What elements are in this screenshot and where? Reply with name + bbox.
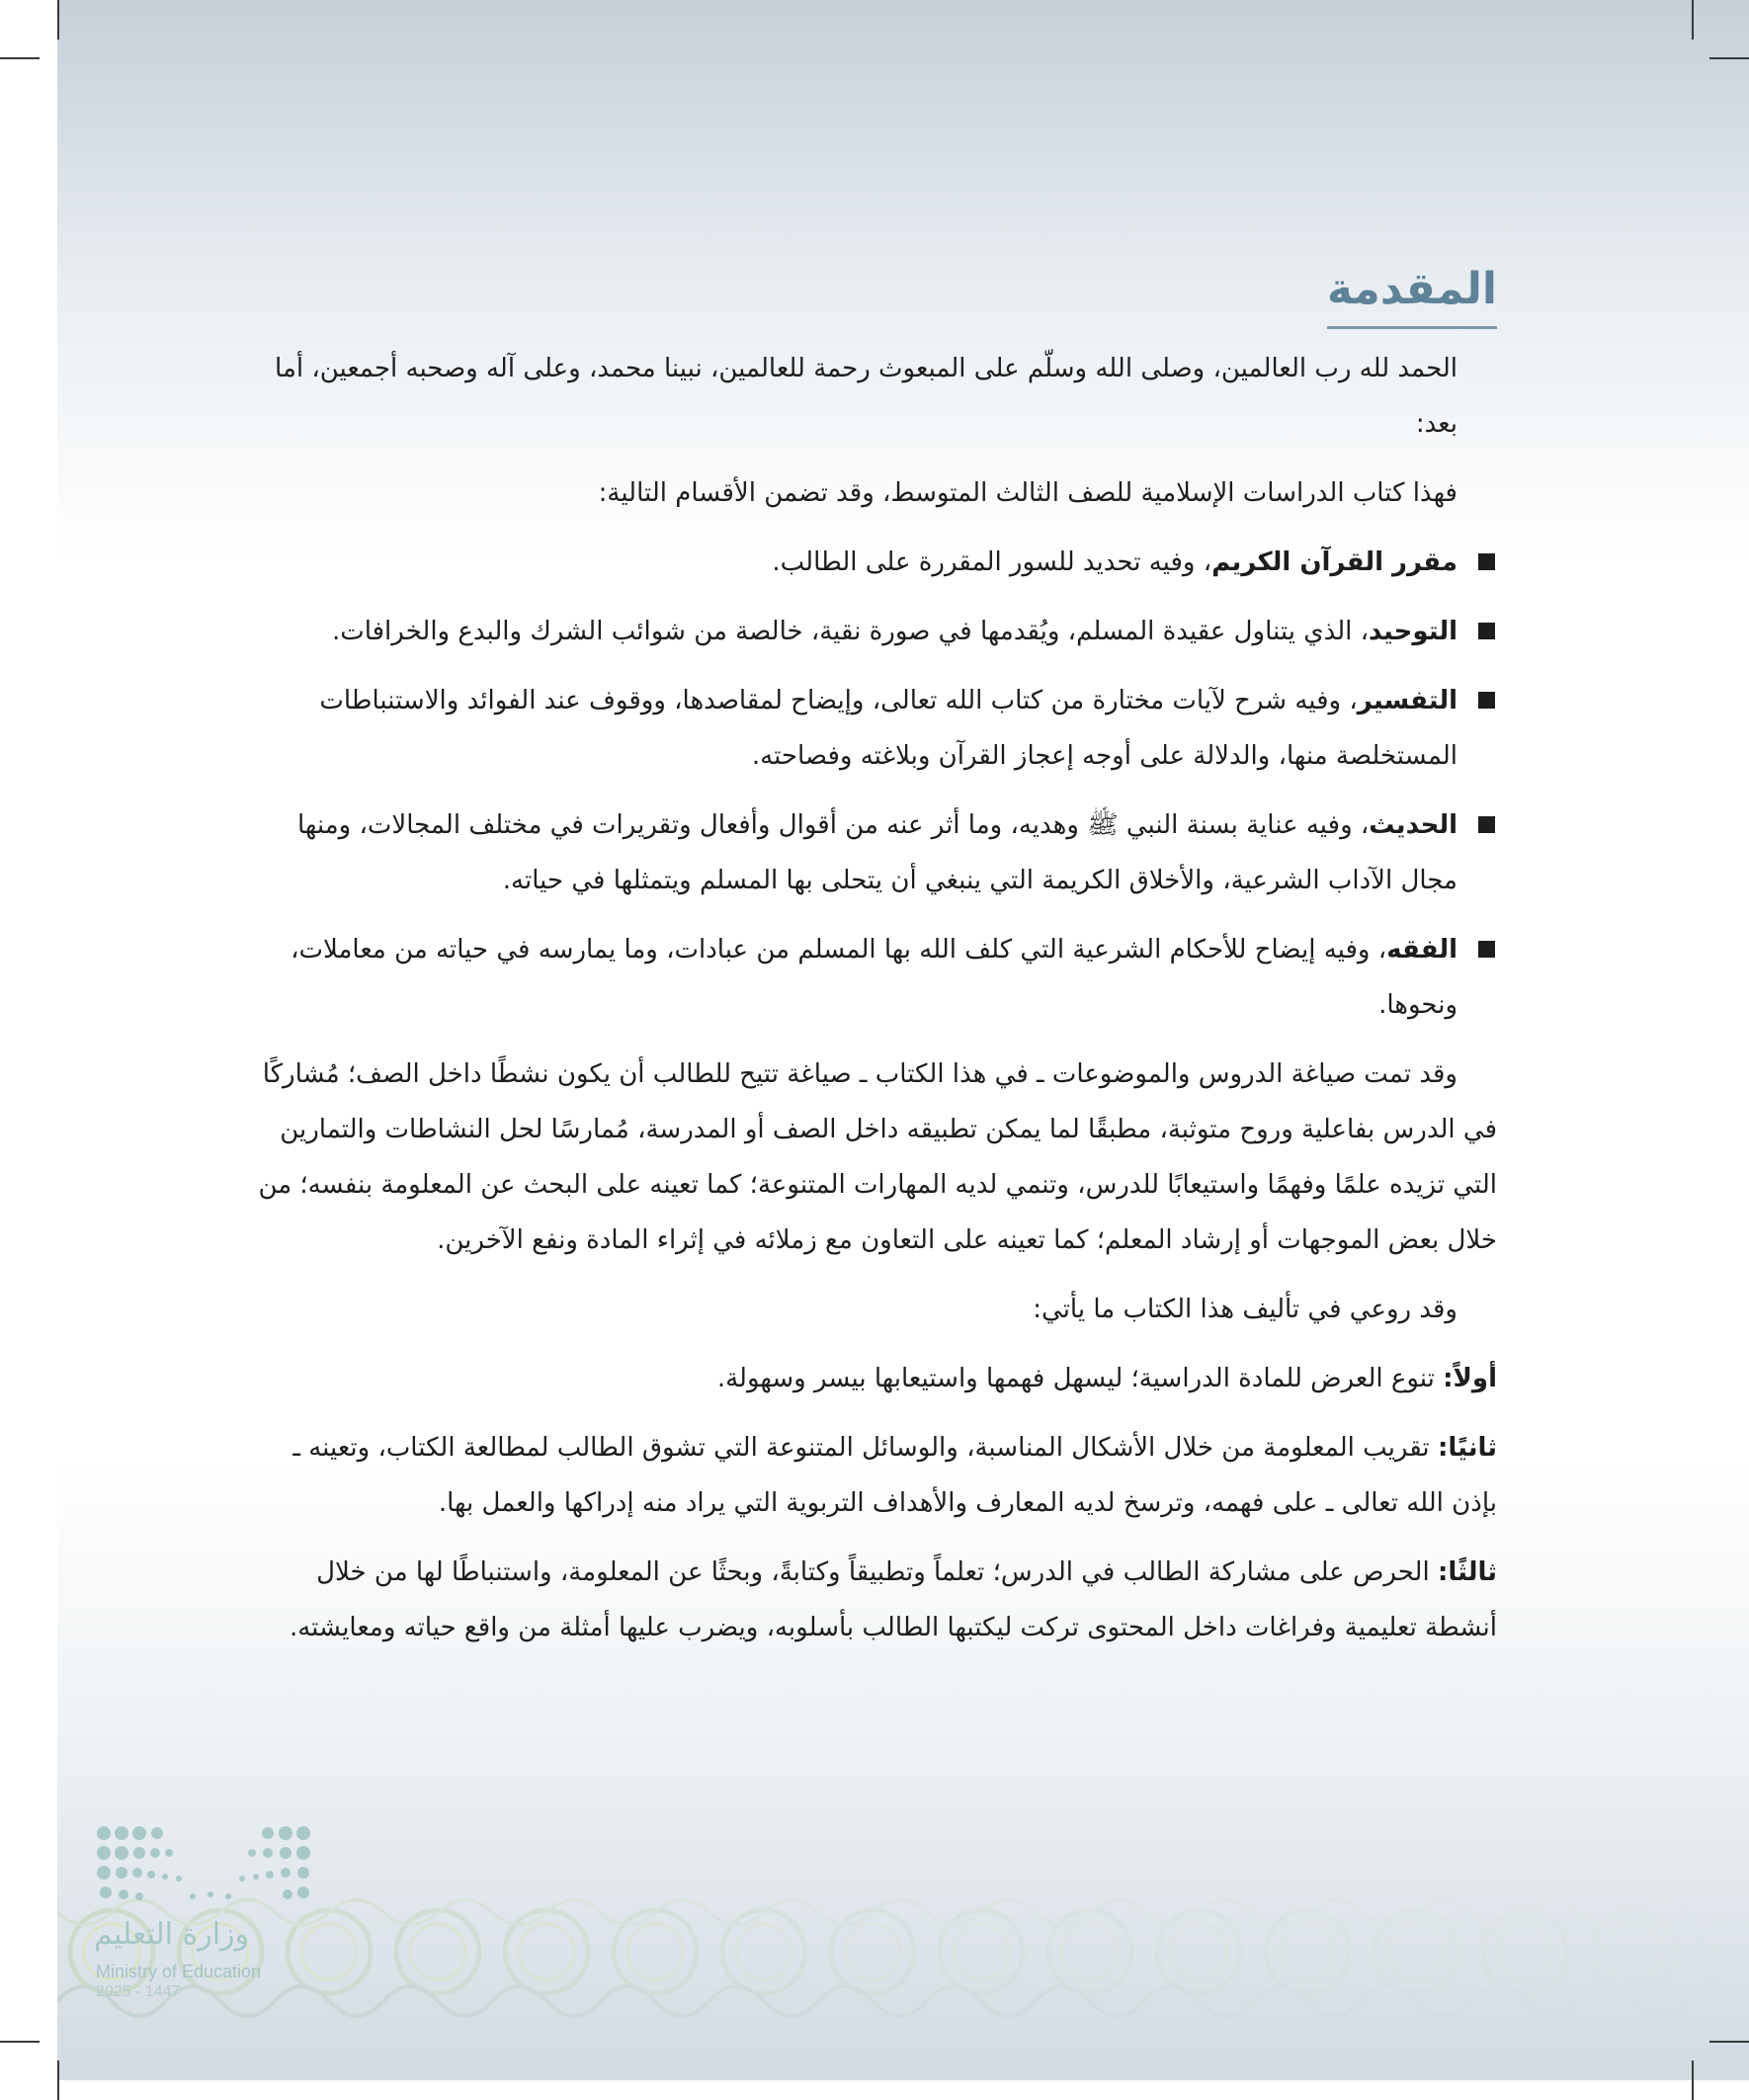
section-term: الفقه (1386, 935, 1458, 965)
ministry-name-arabic: وزارة التعليم (94, 1917, 250, 1952)
trim-mark-top-right-v (1692, 0, 1694, 40)
section-item-tawheed (247, 604, 1497, 659)
opening-paragraph: الحمد لله رب العالمين، وصلى الله وسلّم على المبعوث رحمة للعالمين، نبينا محمد، وعلى آله وصحبه أجمعين، أما بعد: (275, 354, 1458, 439)
section-item-tafseer (247, 673, 1497, 784)
square-bullet-icon (1478, 553, 1495, 570)
trim-mark-bottom-left-h (0, 2041, 40, 2043)
section-text: ، وفيه عناية بسنة النبي ﷺ وهديه، وما أثر عنه من أقوال وأفعال وتقريرات في مختلف المجالات، ومنها مجال الآداب الشرعية، والأخلاق الكريمة التي ينبغي أن يتحلى بها المسلم ويتمثلها في حياته. (297, 810, 1458, 895)
point-second (247, 1420, 1497, 1531)
trim-mark-top-left-v (57, 0, 59, 40)
point-third (247, 1545, 1497, 1655)
section-term: التوحيد (1369, 617, 1458, 646)
square-bullet-icon (1478, 816, 1495, 833)
section-text: ، وفيه شرح لآيات مختارة من كتاب الله تعالى، وإيضاح لمقاصدها، ووقوف عند الفوائد والاستنباطات المستخلصة منها، والدلالة على أوجه إعجاز القرآن وبلاغته وفصاحته. (319, 686, 1458, 771)
point-label: أولاً: (1443, 1364, 1497, 1393)
trim-mark-top-right-h (1709, 57, 1749, 59)
trim-mark-top-left-h (0, 57, 40, 59)
section-item-hadith (247, 798, 1497, 908)
point-text: تنوع العرض للمادة الدراسية؛ ليسهل فهمها واستيعابها بيسر وسهولة. (716, 1364, 1444, 1393)
square-bullet-icon (1478, 692, 1495, 709)
ministry-name-english: Ministry of Education (96, 1962, 262, 1981)
section-term: الحديث (1369, 810, 1458, 840)
section-text: ، وفيه إيضاح للأحكام الشرعية التي كلف الله بها المسلم من عبادات، وما يمارسه في حياته من معاملات، ونحوها. (291, 935, 1458, 1020)
trim-mark-bottom-right-h (1709, 2041, 1749, 2043)
section-term: مقرر القرآن الكريم (1211, 547, 1458, 577)
point-text: تقريب المعلومة من خلال الأشكال المناسبة، والوسائل المتنوعة التي تشوق الطالب لمطالعة الكتاب، وتعينه ـ بإذن الله تعالى ـ على فهمه، وترسخ لديه المعارف والأهداف التربوية التي يراد منه إدراكها والعمل بها. (292, 1433, 1497, 1518)
square-bullet-icon (1478, 941, 1495, 958)
point-label: ثانيًا: (1437, 1433, 1497, 1463)
section-item-quran (247, 535, 1497, 590)
section-text: ، وفيه تحديد للسور المقررة على الطالب. (772, 547, 1212, 577)
intro-content (247, 255, 1497, 1669)
point-label: ثالثًا: (1437, 1557, 1497, 1587)
sections-intro-paragraph: فهذا كتاب الدراسات الإسلامية للصف الثالث المتوسط، وقد تضمن الأقسام التالية: (598, 478, 1458, 508)
trim-mark-bottom-left-v (57, 2060, 59, 2100)
trim-mark-bottom-right-v (1692, 2060, 1694, 2100)
square-bullet-icon (1478, 623, 1495, 639)
edition-year: 2025 - 1447 (96, 1983, 181, 2000)
section-text: ، الذي يتناول عقيدة المسلم، ويُقدمها في صورة نقية، خالصة من شوائب الشرك والبدع والخرافات. (331, 617, 1370, 646)
body-paragraph: وقد تمت صياغة الدروس والموضوعات ـ في هذا الكتاب ـ صياغة تتيح للطالب أن يكون نشطًا داخل الصف؛ مُشاركًا في الدرس بفاعلية وروح متوثبة، مطبقًا لما يمكن تطبيقه داخل الصف أو المدرسة، مُمارسًا لحل النشاطات والتمارين التي تزيده علمًا وفهمًا واستيعابًا للدرس، وتنمي لديه المهارات المتنوعة؛ كما تعينه على البحث عن المعلومة بنفسه؛ من خلال بعض الموجهات أو إرشاد المعلم؛ كما تعينه على التعاون مع زملائه في إثراء المادة ونفع الآخرين. (258, 1059, 1497, 1255)
point-text: الحرص على مشاركة الطالب في الدرس؛ تعلماً وتطبيقاً وكتابةً، وبحثًا عن المعلومة، واستنباطًا لها من خلال أنشطة تعليمية وفراغات داخل المحتوى تركت ليكتبها الطالب بأسلوبه، ويضرب عليها أمثلة من واقع حياته ومعايشته. (289, 1557, 1497, 1642)
page-title: المقدمة (1327, 255, 1497, 329)
section-item-fiqh (247, 922, 1497, 1033)
point-first (247, 1351, 1497, 1406)
considerations-intro: وقد روعي في تأليف هذا الكتاب ما يأتي: (1033, 1295, 1458, 1324)
section-term: التفسير (1357, 686, 1458, 715)
